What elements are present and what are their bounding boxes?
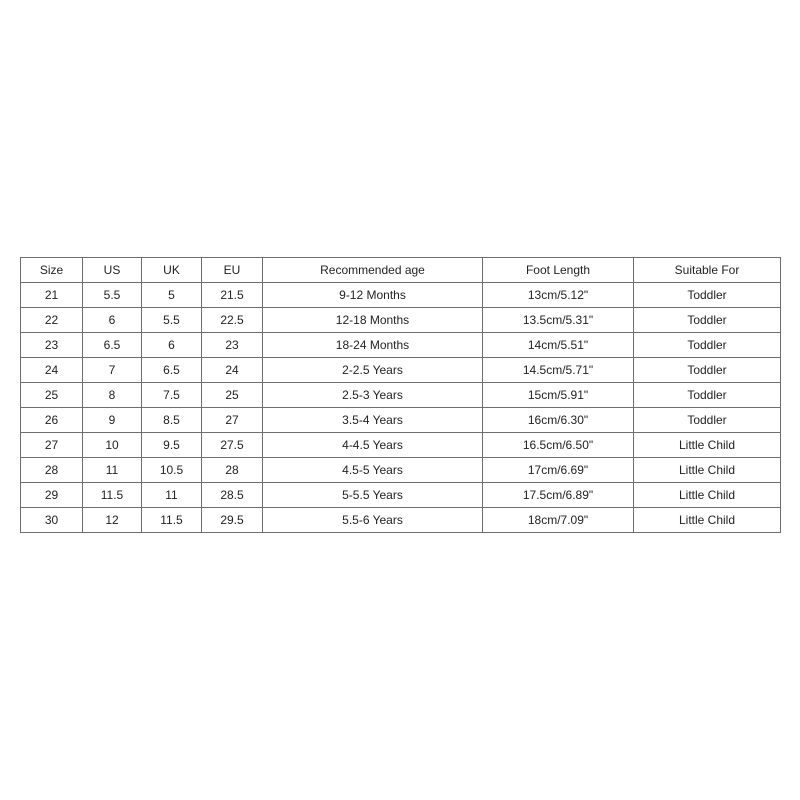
cell-size: 25 — [21, 383, 83, 408]
cell-uk: 11 — [142, 483, 202, 508]
cell-us: 10 — [83, 433, 142, 458]
cell-size: 22 — [21, 308, 83, 333]
cell-uk: 11.5 — [142, 508, 202, 533]
cell-suitable-for: Toddler — [634, 333, 781, 358]
size-chart-table — [20, 257, 781, 533]
cell-us: 6.5 — [83, 333, 142, 358]
cell-recommended-age: 4-4.5 Years — [263, 433, 483, 458]
cell-foot-length: 14cm/5.51" — [483, 333, 634, 358]
table-row — [21, 508, 781, 533]
table-row — [21, 308, 781, 333]
cell-uk: 7.5 — [142, 383, 202, 408]
cell-size: 30 — [21, 508, 83, 533]
header-uk: UK — [142, 258, 202, 283]
header-row — [21, 258, 781, 283]
table-row — [21, 483, 781, 508]
cell-uk: 10.5 — [142, 458, 202, 483]
header-us: US — [83, 258, 142, 283]
cell-eu: 27 — [202, 408, 263, 433]
cell-recommended-age: 12-18 Months — [263, 308, 483, 333]
cell-foot-length: 16cm/6.30" — [483, 408, 634, 433]
cell-suitable-for: Toddler — [634, 308, 781, 333]
size-chart-header — [21, 258, 781, 283]
cell-recommended-age: 18-24 Months — [263, 333, 483, 358]
cell-uk: 6 — [142, 333, 202, 358]
cell-eu: 28 — [202, 458, 263, 483]
cell-suitable-for: Little Child — [634, 508, 781, 533]
table-row — [21, 383, 781, 408]
cell-recommended-age: 2.5-3 Years — [263, 383, 483, 408]
header-recommended-age: Recommended age — [263, 258, 483, 283]
header-suitable-for: Suitable For — [634, 258, 781, 283]
cell-us: 6 — [83, 308, 142, 333]
cell-uk: 5 — [142, 283, 202, 308]
cell-uk: 9.5 — [142, 433, 202, 458]
cell-uk: 8.5 — [142, 408, 202, 433]
cell-uk: 6.5 — [142, 358, 202, 383]
cell-foot-length: 14.5cm/5.71" — [483, 358, 634, 383]
cell-eu: 29.5 — [202, 508, 263, 533]
cell-us: 11 — [83, 458, 142, 483]
cell-recommended-age: 9-12 Months — [263, 283, 483, 308]
cell-foot-length: 13.5cm/5.31" — [483, 308, 634, 333]
cell-foot-length: 16.5cm/6.50" — [483, 433, 634, 458]
table-row — [21, 408, 781, 433]
cell-foot-length: 18cm/7.09" — [483, 508, 634, 533]
cell-size: 26 — [21, 408, 83, 433]
cell-size: 24 — [21, 358, 83, 383]
size-chart-body — [21, 283, 781, 533]
cell-suitable-for: Little Child — [634, 458, 781, 483]
cell-us: 11.5 — [83, 483, 142, 508]
cell-suitable-for: Toddler — [634, 383, 781, 408]
cell-eu: 27.5 — [202, 433, 263, 458]
cell-suitable-for: Toddler — [634, 358, 781, 383]
table-row — [21, 358, 781, 383]
cell-size: 21 — [21, 283, 83, 308]
cell-us: 7 — [83, 358, 142, 383]
cell-recommended-age: 5-5.5 Years — [263, 483, 483, 508]
cell-recommended-age: 3.5-4 Years — [263, 408, 483, 433]
cell-eu: 21.5 — [202, 283, 263, 308]
cell-foot-length: 13cm/5.12" — [483, 283, 634, 308]
cell-suitable-for: Little Child — [634, 433, 781, 458]
header-size: Size — [21, 258, 83, 283]
cell-eu: 25 — [202, 383, 263, 408]
cell-eu: 28.5 — [202, 483, 263, 508]
table-row — [21, 458, 781, 483]
cell-foot-length: 17.5cm/6.89" — [483, 483, 634, 508]
cell-recommended-age: 5.5-6 Years — [263, 508, 483, 533]
cell-us: 5.5 — [83, 283, 142, 308]
cell-size: 29 — [21, 483, 83, 508]
cell-uk: 5.5 — [142, 308, 202, 333]
table-row — [21, 433, 781, 458]
cell-eu: 23 — [202, 333, 263, 358]
header-foot-length: Foot Length — [483, 258, 634, 283]
table-row — [21, 283, 781, 308]
cell-recommended-age: 2-2.5 Years — [263, 358, 483, 383]
cell-size: 27 — [21, 433, 83, 458]
header-eu: EU — [202, 258, 263, 283]
cell-us: 9 — [83, 408, 142, 433]
table-row — [21, 333, 781, 358]
cell-size: 23 — [21, 333, 83, 358]
cell-eu: 22.5 — [202, 308, 263, 333]
cell-recommended-age: 4.5-5 Years — [263, 458, 483, 483]
cell-suitable-for: Little Child — [634, 483, 781, 508]
cell-foot-length: 17cm/6.69" — [483, 458, 634, 483]
cell-suitable-for: Toddler — [634, 283, 781, 308]
cell-suitable-for: Toddler — [634, 408, 781, 433]
cell-foot-length: 15cm/5.91" — [483, 383, 634, 408]
cell-us: 8 — [83, 383, 142, 408]
cell-eu: 24 — [202, 358, 263, 383]
cell-size: 28 — [21, 458, 83, 483]
cell-us: 12 — [83, 508, 142, 533]
